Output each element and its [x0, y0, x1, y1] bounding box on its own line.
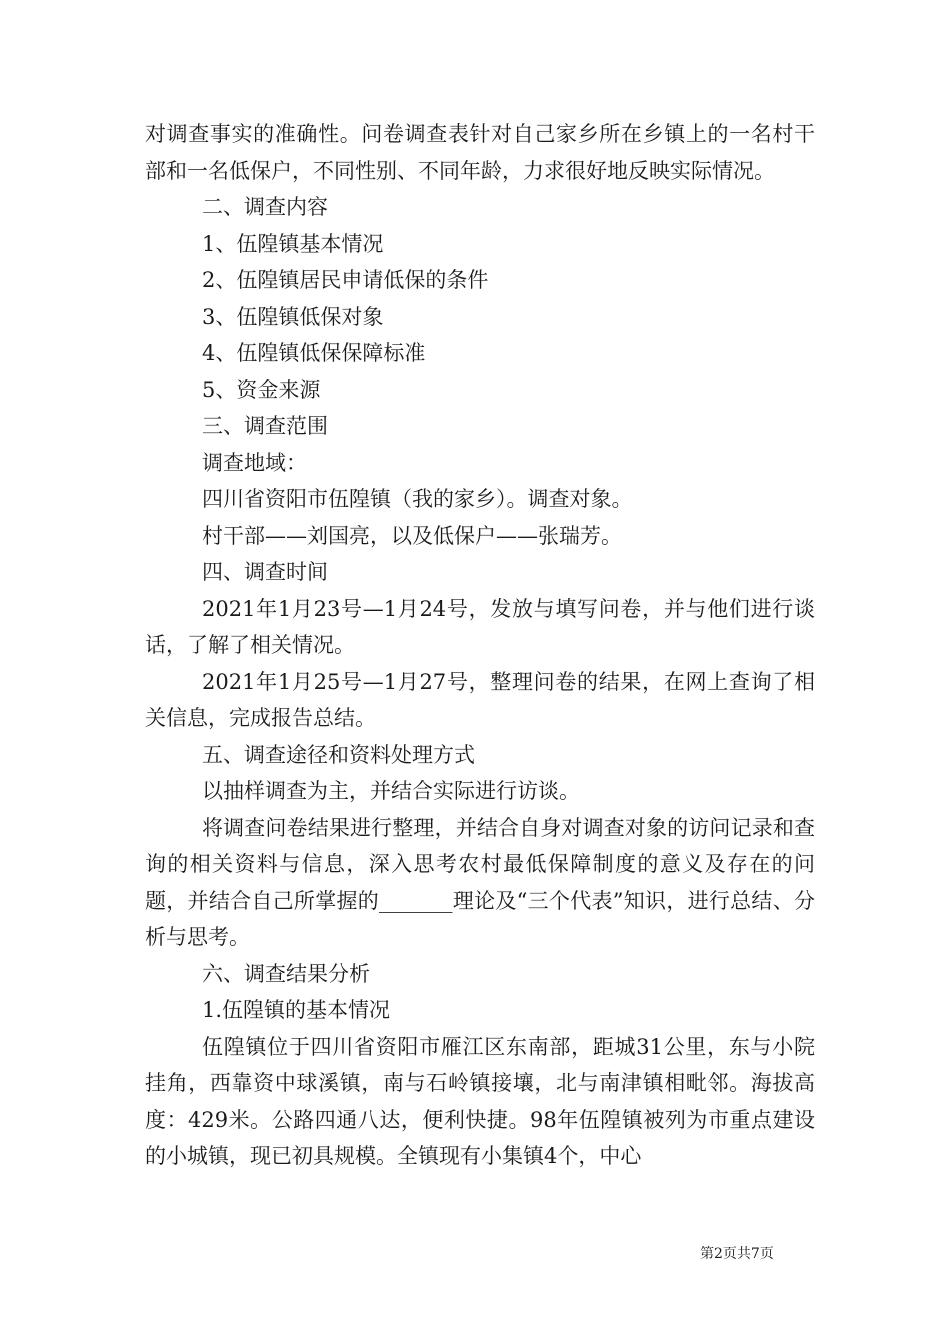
paragraph: 村干部——刘国亮，以及低保户——张瑞芳。	[202, 523, 622, 548]
section-heading: 四、调查时间	[202, 560, 328, 584]
list-item: 1、伍隍镇基本情况	[202, 231, 384, 256]
paragraph: 伍隍镇位于四川省资阳市雁江区东南部，距城31公里，东与小院挂角，西靠资中球溪镇，南与石岭镇接壤，北与南津镇相毗邻。海拔高度：429米。公路四通八达，便利快捷。98年伍隍镇被列为市重点建设的小城镇，现已初具规模。全镇现有小集镇4个，中心	[145, 1034, 815, 1168]
page-number-footer: 第2页共7页	[700, 1246, 774, 1262]
paragraph: 对调查事实的准确性。问卷调查表针对自己家乡所在乡镇上的一名村干部和一名低保户，不同性别、不同年龄，力求很好地反映实际情况。	[145, 122, 815, 183]
section-heading: 五、调查途径和资料处理方式	[202, 742, 475, 767]
list-item: 2、伍隍镇居民申请低保的条件	[202, 268, 489, 292]
section-heading: 二、调查内容	[202, 195, 328, 219]
paragraph: 2021年1月25号—1月27号，整理问卷的结果，在网上查询了相关信息，完成报告总结。	[145, 669, 815, 730]
section-heading: 六、调查结果分析	[202, 961, 370, 986]
paragraph: 将调查问卷结果进行整理，并结合自身对调查对象的访问记录和查询的相关资料与信息，深入思考农村最低保障制度的意义及存在的问题，并结合自己所掌握的_______理论及“三个代表”知识，进行总结、分析与思考。	[145, 815, 815, 949]
subsection-heading: 1.伍隍镇的基本情况	[202, 998, 391, 1022]
paragraph: 以抽样调查为主，并结合实际进行访谈。	[202, 779, 580, 803]
document-body	[145, 116, 815, 1175]
paragraph: 调查地域：	[202, 450, 307, 475]
list-item: 5、资金来源	[202, 377, 321, 402]
paragraph: 2021年1月23号—1月24号，发放与填写问卷，并与他们进行谈话，了解了相关情况。	[145, 596, 815, 657]
paragraph: 四川省资阳市伍隍镇（我的家乡）。调查对象。	[202, 487, 633, 511]
list-item: 3、伍隍镇低保对象	[202, 304, 384, 329]
list-item: 4、伍隍镇低保保障标准	[202, 341, 426, 365]
section-heading: 三、调查范围	[202, 414, 328, 438]
